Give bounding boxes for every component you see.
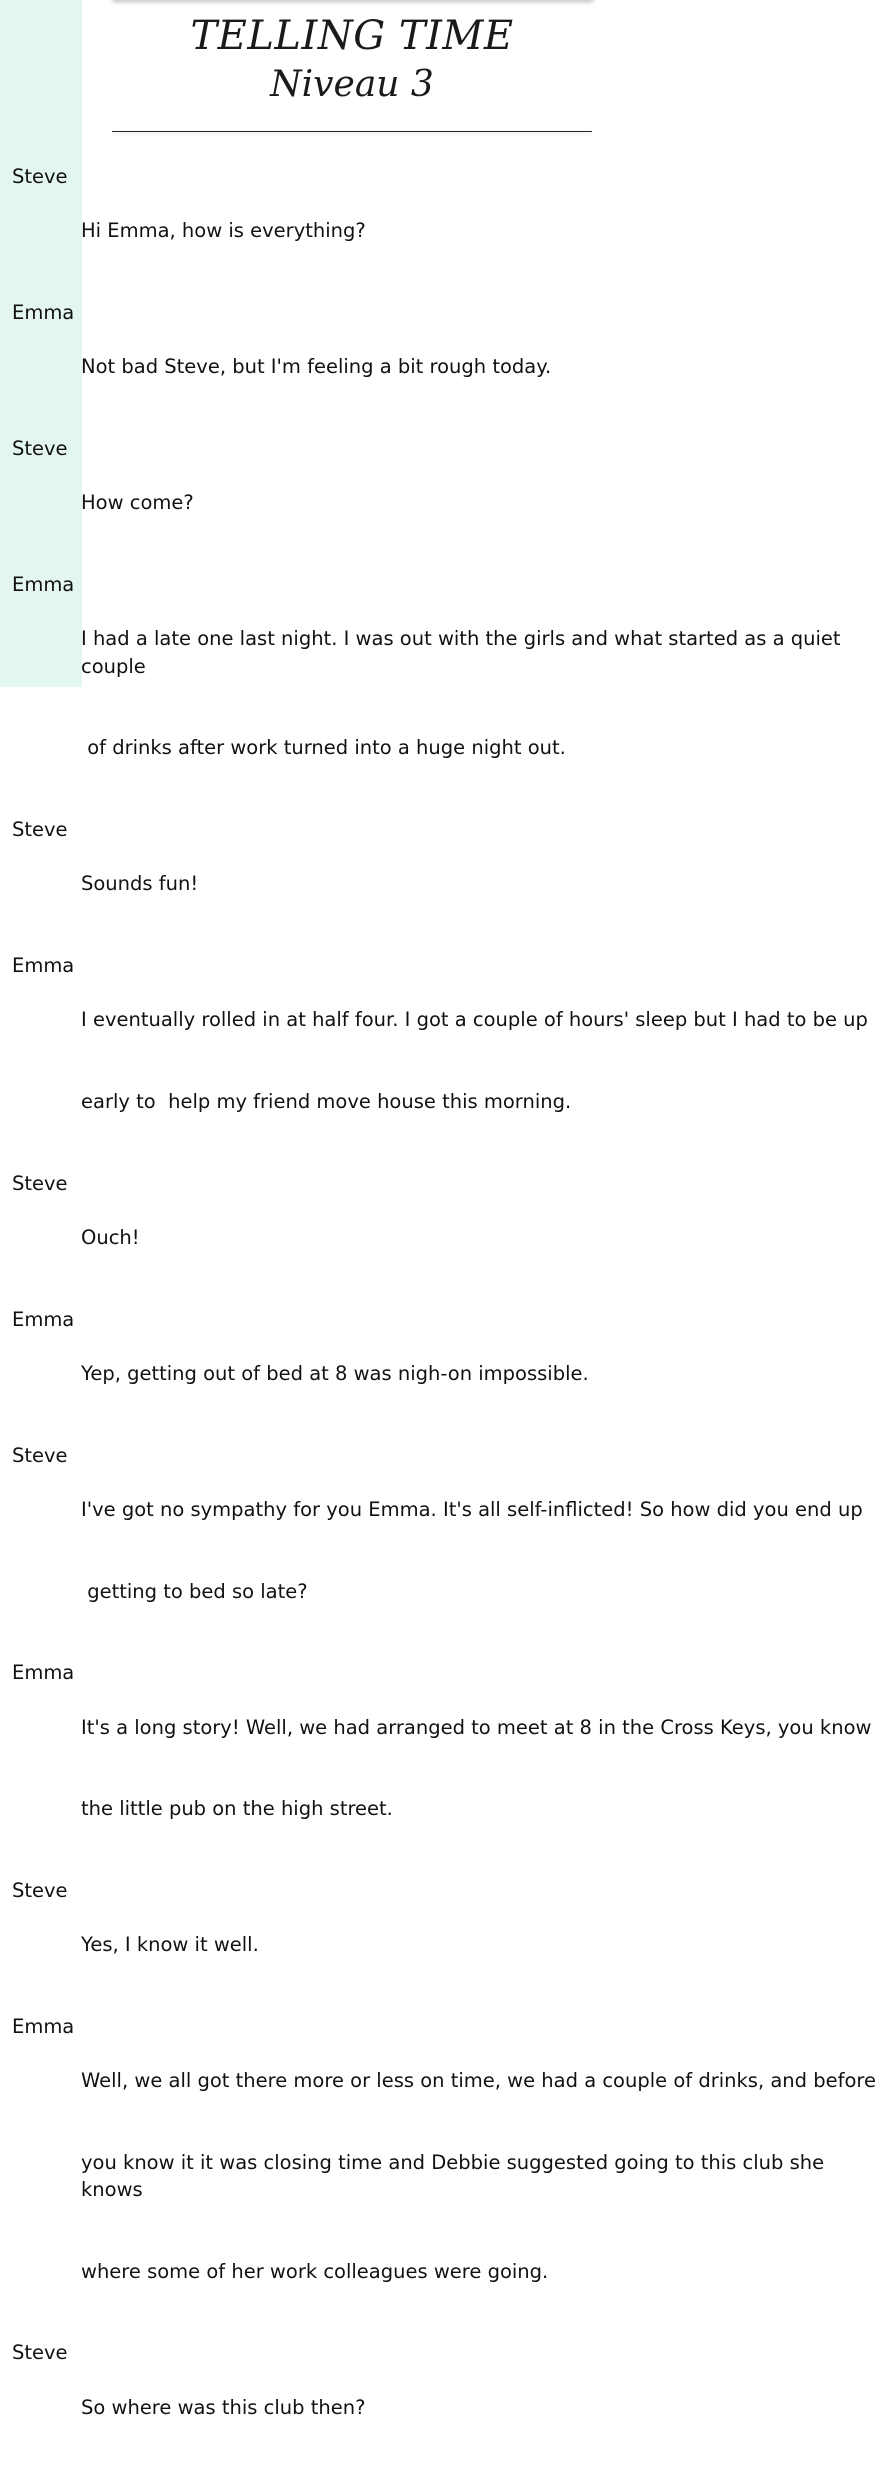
speaker-name: Steve xyxy=(12,1443,68,1467)
utterance-line: Yep, getting out of bed at 8 was nigh-on impossible. xyxy=(81,1361,589,1385)
utterance xyxy=(81,299,876,435)
dialogue-turn xyxy=(0,1442,883,1660)
page-title: TELLING TIME xyxy=(190,13,514,59)
speaker-name: Steve xyxy=(12,437,68,461)
utterance-line: So where was this club then? xyxy=(81,2395,366,2419)
utterance xyxy=(81,1170,876,1306)
dialogue-turn xyxy=(0,952,883,1170)
utterance xyxy=(81,2013,876,2339)
utterance xyxy=(81,1306,876,1442)
dialogue-turn xyxy=(0,2013,883,2339)
dialogue-turn xyxy=(0,435,883,571)
dialogue-turn xyxy=(0,163,883,299)
utterance-line: where some of her work colleagues were going. xyxy=(81,2259,549,2283)
speaker-name: Steve xyxy=(12,817,68,841)
dialogue-turn xyxy=(0,571,883,816)
dialogue-turn xyxy=(0,1306,883,1442)
title-block xyxy=(112,12,592,110)
utterance xyxy=(81,952,876,1170)
dialogue-turn xyxy=(0,816,883,952)
speaker-name: Emma xyxy=(12,1661,75,1685)
utterance xyxy=(81,2339,876,2475)
title-divider xyxy=(112,131,592,132)
utterance xyxy=(81,1877,876,2013)
dialogue-turn xyxy=(0,1659,883,1877)
utterance-line: the little pub on the high street. xyxy=(81,1797,393,1821)
utterance-line: How come? xyxy=(81,491,194,515)
speaker-name: Emma xyxy=(12,1307,75,1331)
utterance-line: It's a long story! Well, we had arranged to meet at 8 in the Cross Keys, you know xyxy=(81,1715,872,1739)
utterance-line: Well, we all got there more or less on time, we had a couple of drinks, and before xyxy=(81,2069,876,2093)
utterance-line: you know it it was closing time and Debbie suggested going to this club she knows xyxy=(81,2150,831,2202)
utterance-line: Not bad Steve, but I'm feeling a bit rough today. xyxy=(81,355,552,379)
dialogue xyxy=(0,163,883,2475)
utterance-line: Hi Emma, how is everything? xyxy=(81,219,366,243)
speaker-name: Steve xyxy=(12,1878,68,1902)
utterance xyxy=(81,1442,876,1660)
utterance-line: Sounds fun! xyxy=(81,872,199,896)
utterance-line: I've got no sympathy for you Emma. It's all self-inflicted! So how did you end up xyxy=(81,1497,863,1521)
utterance-line: I eventually rolled in at half four. I got a couple of hours' sleep but I had to be up xyxy=(81,1008,868,1032)
utterance xyxy=(81,163,876,299)
utterance-line: of drinks after work turned into a huge night out. xyxy=(81,736,566,760)
speaker-name: Steve xyxy=(12,1171,68,1195)
speaker-name: Emma xyxy=(12,2014,75,2038)
speaker-name: Emma xyxy=(12,301,75,325)
dialogue-turn xyxy=(0,2339,883,2475)
utterance-line: I had a late one last night. I was out with the girls and what started as a quiet couple xyxy=(81,627,847,678)
speaker-name: Steve xyxy=(12,2341,68,2365)
utterance-line: Ouch! xyxy=(81,1225,140,1249)
utterance xyxy=(81,816,876,952)
utterance-line: early to help my friend move house this morning. xyxy=(81,1089,572,1113)
speaker-name: Steve xyxy=(12,165,68,188)
dialogue-turn xyxy=(0,299,883,435)
utterance-line: getting to bed so late? xyxy=(81,1579,308,1603)
dialogue-turn xyxy=(0,1877,883,2013)
dialogue-turn xyxy=(0,1170,883,1306)
utterance xyxy=(81,571,876,816)
speaker-name: Emma xyxy=(12,953,75,977)
page-subtitle: Niveau 3 xyxy=(270,64,434,105)
speaker-name: Emma xyxy=(12,573,75,597)
utterance-line: Yes, I know it well. xyxy=(81,1933,259,1957)
utterance xyxy=(81,435,876,571)
utterance xyxy=(81,1659,876,1877)
